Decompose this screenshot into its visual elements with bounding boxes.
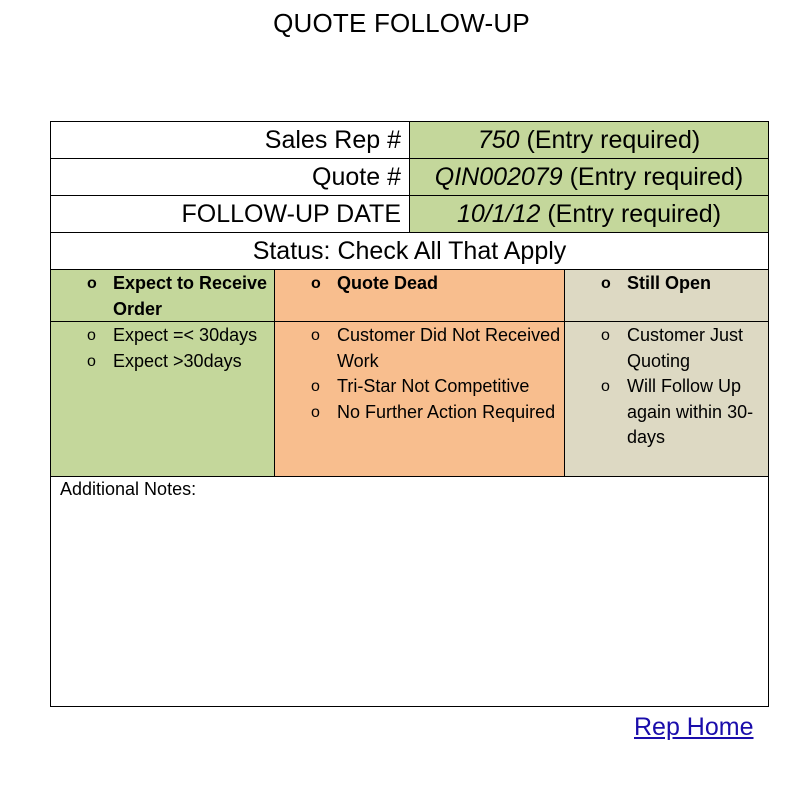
quote-followup-form (50, 121, 769, 707)
quote-dead-label: Quote Dead (337, 273, 439, 293)
checkbox-circle-icon: o (311, 378, 320, 395)
status-column-quote-dead-header (275, 270, 565, 322)
expect-order-label: Expect to Receive Order (113, 273, 268, 319)
option-customer-did-not-receive-work[interactable] (275, 323, 564, 374)
option-label: Tri-Star Not Competitive (337, 376, 530, 396)
option-customer-just-quoting[interactable] (565, 323, 768, 374)
quote-number-required-note: (Entry required) (569, 163, 744, 191)
followup-date-field[interactable] (410, 196, 768, 232)
option-label: Will Follow Up again within 30-days (627, 376, 754, 447)
quote-dead-checkbox[interactable] (275, 271, 564, 297)
checkbox-circle-icon: o (87, 327, 96, 344)
checkbox-circle-icon: o (87, 352, 96, 370)
option-label: No Further Action Required (337, 401, 556, 422)
expect-order-checkbox[interactable] (51, 271, 274, 322)
quote-number-field[interactable] (410, 159, 768, 195)
additional-notes-label: Additional Notes: (60, 479, 197, 499)
option-label: Customer Just Quoting (627, 325, 744, 371)
status-column-still-open-options (565, 322, 768, 477)
option-label: Customer Did Not Received Work (337, 325, 561, 371)
sales-rep-label: Sales Rep # (51, 122, 410, 158)
sales-rep-row (51, 122, 768, 159)
option-label: Expect >30days (113, 350, 242, 371)
status-column-quote-dead-options (275, 322, 565, 477)
followup-date-required-note: (Entry required) (547, 200, 722, 228)
status-column-expect-order-options (51, 322, 275, 477)
followup-date-value: 10/1/12 (456, 200, 541, 228)
checkbox-circle-icon: o (601, 327, 610, 344)
option-no-further-action[interactable] (275, 400, 564, 426)
additional-notes-area[interactable] (51, 477, 768, 706)
checkbox-circle-icon: o (311, 403, 320, 421)
checkbox-circle-icon: o (87, 275, 97, 292)
option-label: Expect =< 30days (113, 325, 258, 345)
quote-number-value: QIN002079 (434, 163, 563, 191)
sales-rep-required-note: (Entry required) (526, 126, 701, 154)
still-open-checkbox[interactable] (565, 271, 768, 297)
option-expect-over-30[interactable] (51, 349, 274, 375)
quote-number-label: Quote # (51, 159, 410, 195)
sales-rep-field[interactable] (410, 122, 768, 158)
followup-date-label: FOLLOW-UP DATE (51, 196, 410, 232)
rep-home-link[interactable]: Rep Home (634, 713, 754, 741)
checkbox-circle-icon: o (601, 275, 611, 292)
page-title: QUOTE FOLLOW-UP (273, 8, 530, 38)
followup-date-row (51, 196, 768, 233)
still-open-label: Still Open (627, 273, 712, 293)
sales-rep-value: 750 (477, 126, 520, 154)
status-column-still-open-header (565, 270, 768, 322)
quote-number-row (51, 159, 768, 196)
option-expect-30-or-less[interactable] (51, 323, 274, 349)
checkbox-circle-icon: o (601, 378, 610, 395)
status-heading: Status: Check All That Apply (51, 233, 768, 270)
checkbox-circle-icon: o (311, 275, 321, 292)
checkbox-circle-icon: o (311, 327, 320, 344)
option-not-competitive[interactable] (275, 374, 564, 400)
option-follow-up-30-days[interactable] (565, 374, 768, 451)
status-column-expect-order-header (51, 270, 275, 322)
